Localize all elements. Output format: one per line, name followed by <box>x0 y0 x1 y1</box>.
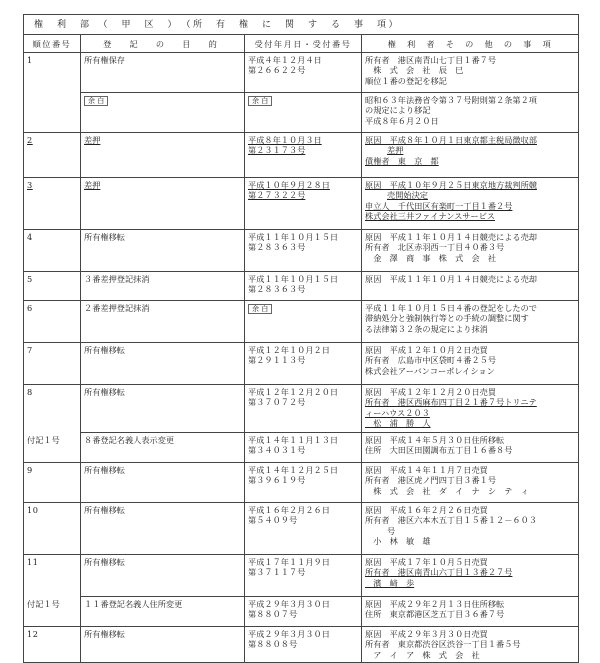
detail-line: 松 浦 勝 人 <box>365 418 431 429</box>
registration-purpose: 所有権移転 <box>81 627 245 663</box>
rank-number: 11 <box>24 555 81 597</box>
header-purpose: 登 記 の 目 的 <box>81 35 245 53</box>
table-row <box>24 597 579 627</box>
detail-line: 滞納処分と強制執行等との手続の調整に関す <box>365 313 529 324</box>
reception-date: 平成１２年１０月２日 <box>248 345 330 355</box>
rank-number: 1 <box>24 53 81 93</box>
detail-line: 原因 平成１２年１２月２０日売買 <box>365 387 497 397</box>
detail-line: 原因 平成８年１０月１日東京都主税局徴収部 <box>365 135 537 145</box>
reception-number: 第５４０９号 <box>248 515 298 526</box>
detail-line: 原因 平成２９年３月３０日売買 <box>365 629 488 639</box>
detail-line: ア イ ア 株 式 会 社 <box>365 649 480 660</box>
blank-stamp: 余 白 <box>248 96 272 106</box>
rank-number: 10 <box>24 503 81 555</box>
rank-number: 7 <box>24 343 81 385</box>
reception-date: 平成８年１０月３日 <box>248 135 322 145</box>
registration-purpose: ２番差押登記抹消 <box>81 301 245 343</box>
details-cell <box>362 133 579 178</box>
details-cell <box>362 53 579 93</box>
registration-purpose: 所有権移転 <box>81 555 245 597</box>
reception-cell <box>245 385 362 433</box>
reception-date: 平成１６年２月２６日 <box>248 505 330 515</box>
reception-number: 第８８０８号 <box>248 639 298 650</box>
details-cell <box>362 178 579 230</box>
detail-line: 原因 平成１１年１０月１４日競売による売却 <box>365 232 537 242</box>
reception-cell <box>245 301 362 343</box>
table-row <box>24 53 579 93</box>
reception-date: 平成１４年１２月２５日 <box>248 465 339 475</box>
header-rank: 順位番号 <box>24 35 81 53</box>
reception-number: 第２６６２２号 <box>248 65 306 76</box>
reception-number: 第３４０３１号 <box>248 445 306 456</box>
detail-line: 原因 平成１６年２月２６日売買 <box>365 505 488 515</box>
detail-line: 株 式 会 社 ダ イ ナ シ テ ィ <box>365 485 529 496</box>
detail-line: 順位１番の登記を移記 <box>365 75 447 86</box>
registration-purpose <box>81 93 245 133</box>
rank-number: 9 <box>24 463 81 503</box>
registration-purpose: 差押 <box>81 133 245 178</box>
registry-table <box>23 14 579 663</box>
detail-line: 差押 <box>387 145 404 156</box>
reception-cell <box>245 597 362 627</box>
details-cell <box>362 433 579 463</box>
header-row <box>24 35 579 53</box>
details-cell <box>362 555 579 597</box>
table-row <box>24 503 579 555</box>
registration-purpose: 所有権移転 <box>81 385 245 433</box>
header-details: 権 利 者 そ の 他 の 事 項 <box>362 35 579 53</box>
details-cell <box>362 385 579 433</box>
reception-date: 平成１２年１２月２０日 <box>248 387 339 397</box>
rank-number <box>24 93 81 133</box>
details-cell <box>362 627 579 663</box>
detail-line: 所有者 港区南青山六丁目１３番２７号 <box>365 567 513 578</box>
reception-number: 第３９６１９号 <box>248 475 306 486</box>
table-row <box>24 178 579 230</box>
reception-number: 第２９１１３号 <box>248 355 306 366</box>
details-cell <box>362 272 579 301</box>
registration-purpose: ８番登記名義人表示変更 <box>81 433 245 463</box>
detail-line: 売開始決定 <box>387 190 428 201</box>
reception-number: 第２８３６３号 <box>248 242 306 253</box>
rank-number: 3 <box>24 178 81 230</box>
header-reception: 受付年月日・受付番号 <box>245 35 362 53</box>
reception-date: 平成１７年１１月９日 <box>248 557 330 567</box>
details-cell <box>362 463 579 503</box>
detail-line: 所有者 港区六本木五丁目１５番１２－６０３ <box>365 515 537 526</box>
table-row <box>24 385 579 433</box>
detail-line: 住所 大田区田園調布五丁目１６番８号 <box>365 445 513 456</box>
reception-date: 平成１０年９月２８日 <box>248 180 330 190</box>
table-row <box>24 301 579 343</box>
reception-number: 第８８０７号 <box>248 609 298 620</box>
reception-number: 第２３１７３号 <box>248 145 306 156</box>
detail-line: 原因 平成２９年２月１３日住所移転 <box>365 599 505 609</box>
rank-number: 付記１号 <box>24 597 81 627</box>
detail-line: 所有者 広島市中区袋町４番２５号 <box>365 355 497 366</box>
section-title: 権 利 部 （ 甲 区 ） （所 有 権 に 関 す る 事 項） <box>24 15 579 35</box>
table-row <box>24 133 579 178</box>
reception-cell <box>245 555 362 597</box>
reception-cell <box>245 463 362 503</box>
detail-line: の規定により移記 <box>365 105 431 116</box>
details-cell <box>362 503 579 555</box>
detail-line: 所有者 港区南青山七丁目１番７号 <box>365 55 497 65</box>
table-row <box>24 343 579 385</box>
reception-cell <box>245 343 362 385</box>
detail-line: 原因 平成１４年５月３０日住所移転 <box>365 435 505 445</box>
reception-cell <box>245 627 362 663</box>
reception-number: 第３７０７２号 <box>248 397 306 408</box>
table-row <box>24 555 579 597</box>
detail-line: 所有者 港区西麻布四丁目２１番７号トリニテ <box>365 397 537 408</box>
rank-number: 4 <box>24 230 81 272</box>
reception-date: 平成１４年１１月１３日 <box>248 435 339 445</box>
details-cell <box>362 93 579 133</box>
detail-line: 所有者 港区虎ノ門四丁目３番１号 <box>365 475 497 486</box>
reception-cell <box>245 230 362 272</box>
rank-number: 5 <box>24 272 81 301</box>
registration-purpose: ３番差押登記抹消 <box>81 272 245 301</box>
registration-purpose: 所有権移転 <box>81 463 245 503</box>
registration-purpose: 所有権保存 <box>81 53 245 93</box>
details-cell <box>362 301 579 343</box>
detail-line: 債権者 東 京 都 <box>365 155 439 166</box>
rank-number: 6 <box>24 301 81 343</box>
detail-line: 所有者 北区赤羽西一丁目４０番３号 <box>365 242 505 253</box>
table-row <box>24 627 579 663</box>
details-cell <box>362 343 579 385</box>
rank-number: 付記１号 <box>24 433 81 463</box>
reception-cell <box>245 272 362 301</box>
blank-stamp: 余 白 <box>248 304 272 314</box>
details-cell <box>362 597 579 627</box>
detail-line: 株 式 会 社 辰 巳 <box>365 65 464 76</box>
reception-cell <box>245 433 362 463</box>
detail-line: 申立人 千代田区有楽町一丁目１番２号 <box>365 200 513 211</box>
detail-line: 原因 平成１７年１０月５日売買 <box>365 557 488 567</box>
reception-date: 平成２９年３月３０日 <box>248 599 330 609</box>
table-row <box>24 272 579 301</box>
detail-line: 平成１１年１０月１５日４番の登記をしたので <box>365 303 537 313</box>
detail-line: 原因 平成１２年１０月２日売買 <box>365 345 488 355</box>
detail-line: 平成８年６月２０日 <box>365 115 439 126</box>
table-row <box>24 93 579 133</box>
reception-cell <box>245 178 362 230</box>
detail-line: 住所 東京都港区芝五丁目３６番７号 <box>365 609 505 620</box>
reception-cell <box>245 133 362 178</box>
registration-purpose: 所有権移転 <box>81 230 245 272</box>
reception-date: 平成１１年１０月１５日 <box>248 274 339 284</box>
detail-line: 原因 平成１１年１０月１４日競売による売却 <box>365 274 537 284</box>
registration-purpose: 所有権移転 <box>81 503 245 555</box>
detail-line: 昭和６３年法務省令第３７号附則第２条第２項 <box>365 95 537 105</box>
detail-line: ィーハウス２０３ <box>365 407 430 418</box>
reception-number: 第３７１１７号 <box>248 567 306 578</box>
reception-number: 第２７３２２号 <box>248 190 306 201</box>
rank-number: 8 <box>24 385 81 433</box>
rank-number: 2 <box>24 133 81 178</box>
reception-date: 平成２９年３月３０日 <box>248 629 330 639</box>
detail-line: 号 <box>387 525 396 536</box>
rank-number: 12 <box>24 627 81 663</box>
reception-date: 平成４年１２月４日 <box>248 55 322 65</box>
details-cell <box>362 230 579 272</box>
reception-cell <box>245 53 362 93</box>
reception-cell <box>245 503 362 555</box>
reception-cell <box>245 93 362 133</box>
detail-line: 小 林 敏 雄 <box>365 536 431 547</box>
registration-purpose: 所有権移転 <box>81 343 245 385</box>
blank-stamp: 余 白 <box>84 96 108 106</box>
detail-line: 原因 平成１４年１１月７日売買 <box>365 465 488 475</box>
detail-line: 株式会社アーバンコーポレイション <box>365 365 495 376</box>
registration-purpose: 差押 <box>81 178 245 230</box>
registration-purpose: １１番登記名義人住所変更 <box>81 597 245 627</box>
table-row <box>24 230 579 272</box>
reception-number: 第２８３６３号 <box>248 284 306 295</box>
detail-line: 金 澤 商 事 株 式 会 社 <box>365 252 497 263</box>
detail-line: 所有者 東京都渋谷区渋谷一丁目１番５号 <box>365 639 521 650</box>
reception-date: 平成１１年１０月１５日 <box>248 232 339 242</box>
detail-line: 株式会社三井ファイナンスサービス <box>365 211 496 222</box>
detail-line: 原因 平成１０年９月２５日東京地方裁判所競 <box>365 180 537 190</box>
detail-line: 濱 﨑 歩 <box>365 577 415 588</box>
detail-line: る法律第３２条の規定により抹消 <box>365 323 488 334</box>
table-row <box>24 433 579 463</box>
table-row <box>24 463 579 503</box>
